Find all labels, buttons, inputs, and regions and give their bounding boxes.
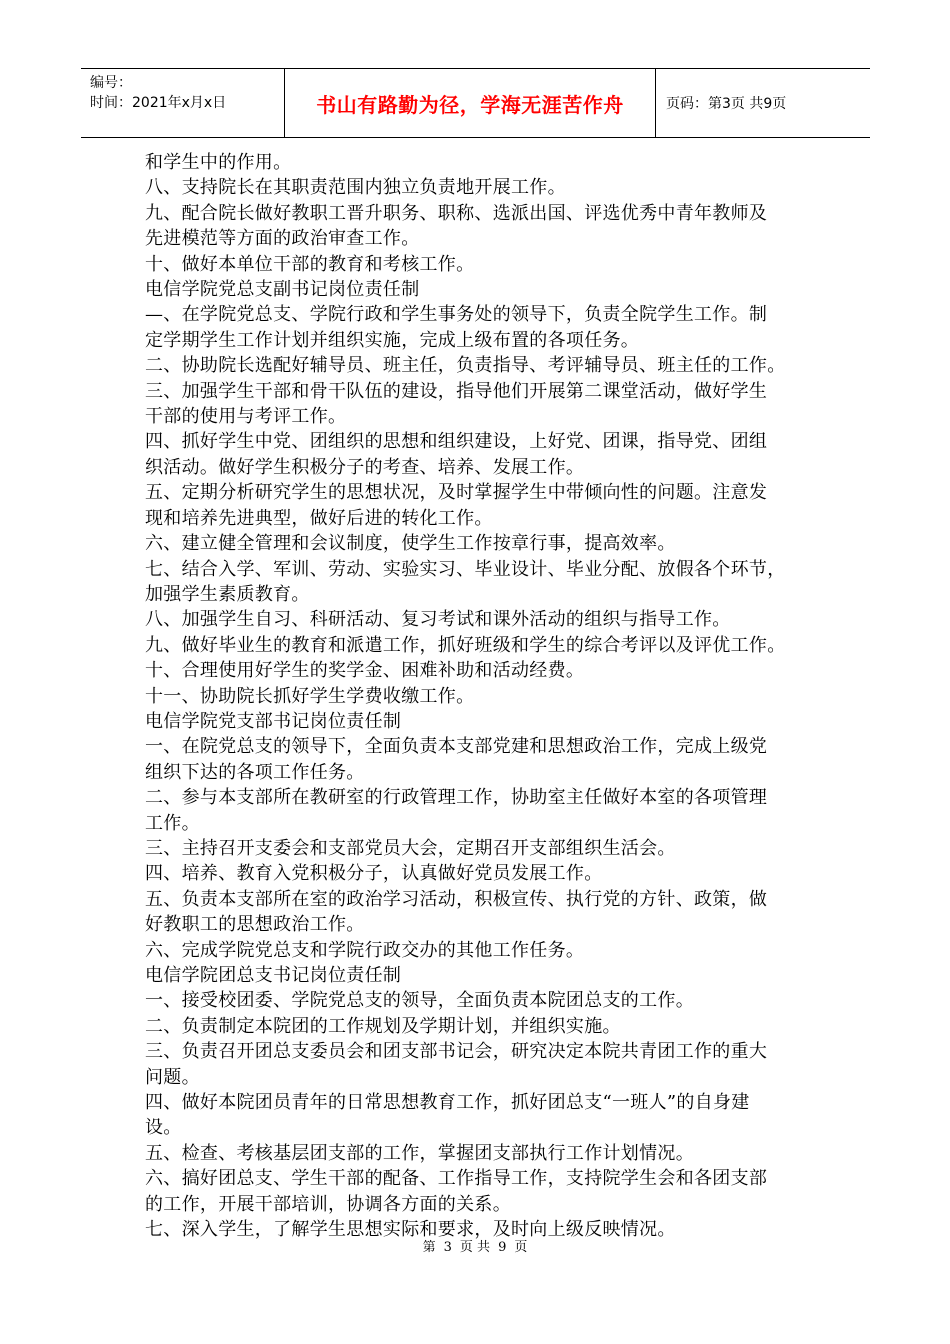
text-line: 七、深入学生，了解学生思想实际和要求，及时向上级反映情况。	[145, 1219, 676, 1241]
text-line: 十、做好本单位干部的教育和考核工作。	[145, 253, 475, 275]
text-line: 十一、协助院长抓好学生学费收缴工作。	[145, 685, 475, 707]
text-line: 组织下达的各项工作任务。	[145, 761, 365, 783]
header-motto-cell	[284, 69, 656, 137]
footer-page-current: 3	[443, 1240, 452, 1255]
footer-page-total: 9	[498, 1240, 507, 1255]
text-line: 现和培养先进典型，做好后进的转化工作。	[145, 507, 493, 529]
text-line: 九、做好毕业生的教育和派遣工作，抓好班级和学生的综合考评以及评优工作。	[145, 634, 786, 656]
text-line: 电信学院团总支书记岗位责任制	[145, 965, 402, 986]
document-time-label: 时间：2021年x月x日	[90, 95, 227, 111]
text-line: 的工作，开展干部培训，协调各方面的关系。	[145, 1193, 511, 1215]
header-page-code-cell	[656, 69, 870, 137]
text-line: 四、培养、教育入党积极分子，认真做好党员发展工作。	[145, 863, 603, 885]
text-line: 五、定期分析研究学生的思想状况，及时掌握学生中带倾向性的问题。注意发	[145, 482, 768, 504]
page-footer	[0, 1236, 950, 1255]
text-line: 五、负责本支部所在室的政治学习活动，积极宣传、执行党的方针、政策，做	[145, 888, 768, 910]
document-number-label: 编号：	[90, 75, 132, 91]
text-line: 电信学院党支部书记岗位责任制	[145, 710, 402, 732]
text-line: 问题。	[145, 1066, 200, 1088]
header-motto: 书山有路勤为径，学海无涯苦作舟	[316, 92, 624, 117]
text-line: 五、检查、考核基层团支部的工作，掌握团支部执行工作计划情况。	[145, 1142, 694, 1164]
text-line: 四、做好本院团员青年的日常思想教育工作，抓好团总支“一班人”的自身建	[145, 1092, 750, 1114]
text-line: 先进模范等方面的政治审查工作。	[145, 228, 420, 250]
text-line: 八、支持院长在其职责范围内独立负责地开展工作。	[145, 177, 566, 199]
text-line: 干部的使用与考评工作。	[145, 406, 347, 428]
text-line: 加强学生素质教育。	[145, 583, 310, 605]
text-line: 和学生中的作用。	[145, 152, 292, 173]
text-line: 九、配合院长做好教职工晋升职务、职称、选派出国、评选优秀中青年教师及	[145, 202, 768, 224]
text-line: 六、建立健全管理和会议制度，使学生工作按章行事，提高效率。	[145, 533, 676, 555]
footer-page-mid: 页 共	[459, 1240, 491, 1255]
header-page-code: 页码：第3页 共9页	[666, 96, 787, 112]
text-line: 一、在院党总支的领导下，全面负责本支部党建和思想政治工作，完成上级党	[145, 736, 768, 758]
text-line: 二、参与本支部所在教研室的行政管理工作，协助室主任做好本室的各项管理	[145, 787, 768, 809]
text-line: 六、搞好团总支、学生干部的配备、工作指导工作，支持院学生会和各团支部	[145, 1168, 768, 1190]
text-line: 八、加强学生自习、科研活动、复习考试和课外活动的组织与指导工作。	[145, 609, 731, 631]
text-line: 工作。	[145, 812, 200, 834]
footer-page-suffix: 页	[514, 1240, 528, 1255]
text-line: 织活动。做好学生积极分子的考查、培养、发展工作。	[145, 456, 585, 478]
page-header	[81, 68, 870, 138]
header-left-cell	[81, 69, 284, 137]
text-line: 二、负责制定本院团的工作规划及学期计划，并组织实施。	[145, 1015, 621, 1037]
footer-page-prefix: 第	[422, 1240, 436, 1255]
text-line: 定学期学生工作计划并组织实施，完成上级布置的各项任务。	[145, 329, 640, 351]
text-line: 三、负责召开团总支委员会和团支部书记会，研究决定本院共青团工作的重大	[145, 1041, 768, 1063]
text-line: 二、协助院长选配好辅导员、班主任，负责指导、考评辅导员、班主任的工作。	[145, 355, 786, 377]
text-line: 好教职工的思想政治工作。	[145, 914, 365, 936]
text-line: 三、加强学生干部和骨干队伍的建设，指导他们开展第二课堂活动，做好学生	[145, 380, 768, 402]
text-line: 设。	[145, 1117, 182, 1139]
text-line: 一、接受校团委、学院党总支的领导，全面负责本院团总支的工作。	[145, 990, 694, 1012]
document-body	[145, 150, 817, 1242]
text-line: 七、结合入学、军训、劳动、实验实习、毕业设计、毕业分配、放假各个环节，	[145, 558, 786, 580]
text-line: 六、完成学院党总支和学院行政交办的其他工作任务。	[145, 939, 585, 961]
text-line: —、在学院党总支、学院行政和学生事务处的领导下，负责全院学生工作。制	[145, 304, 768, 326]
text-line: 四、抓好学生中党、团组织的思想和组织建设，上好党、团课，指导党、团组	[145, 431, 768, 453]
text-line: 十、合理使用好学生的奖学金、困难补助和活动经费。	[145, 660, 585, 682]
text-line: 三、主持召开支委会和支部党员大会，定期召开支部组织生活会。	[145, 837, 676, 859]
text-line: 电信学院党总支副书记岗位责任制	[145, 279, 420, 301]
